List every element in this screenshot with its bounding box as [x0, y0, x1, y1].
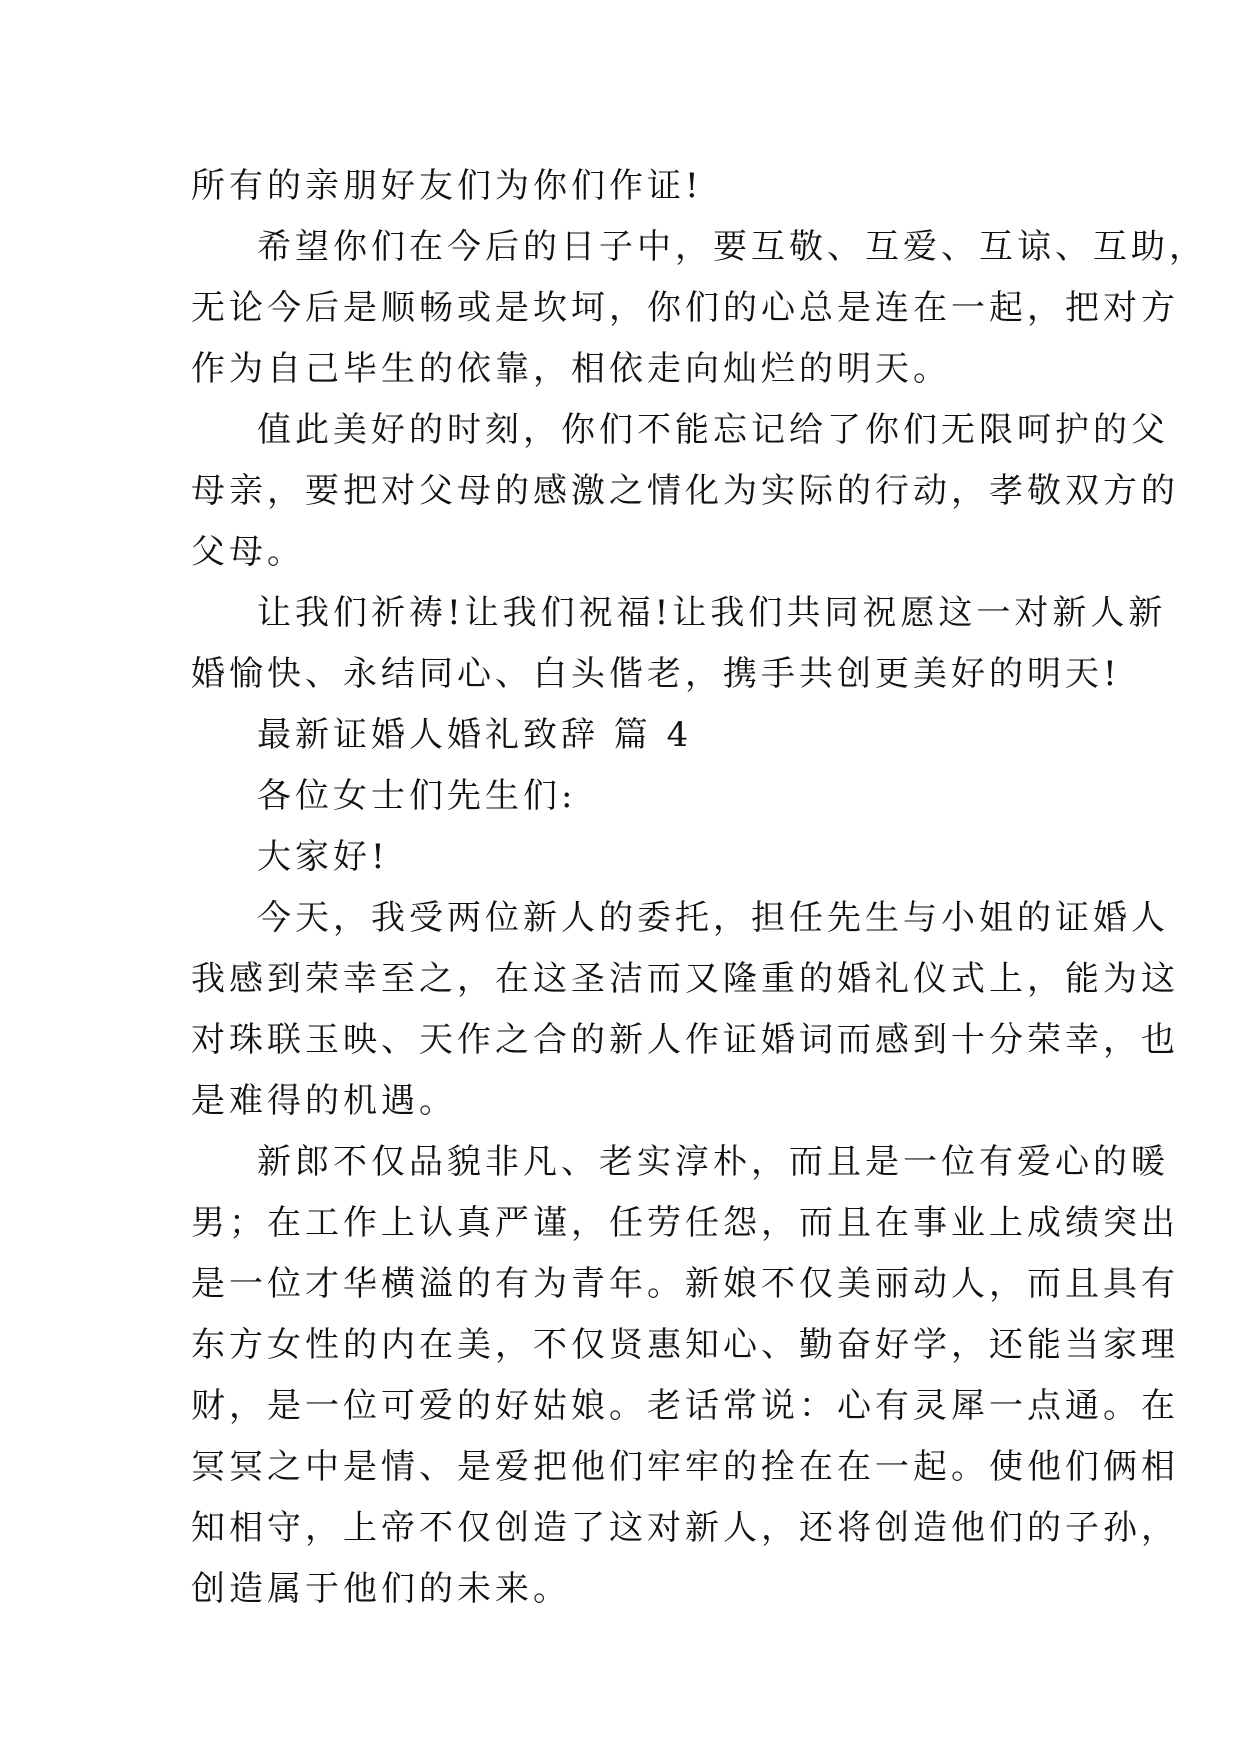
salutation: 各位女士们先生们:	[257, 776, 577, 816]
text-line: 母亲，要把对父母的感激之情化为实际的行动，孝敬双方的	[191, 471, 1179, 511]
text-line: 是一位才华横溢的有为青年。新娘不仅美丽动人，而且具有	[191, 1264, 1179, 1304]
text-line: 我感到荣幸至之，在这圣洁而又隆重的婚礼仪式上，能为这	[191, 959, 1179, 999]
text-line: 男；在工作上认真严谨，任劳任怨，而且在事业上成绩突出	[191, 1203, 1179, 1243]
text-line: 财，是一位可爱的好姑娘。老话常说：心有灵犀一点通。在	[191, 1386, 1179, 1426]
text-line: 婚愉快、永结同心、白头偕老，携手共创更美好的明天!	[191, 654, 1121, 694]
text-line: 对珠联玉映、天作之合的新人作证婚词而感到十分荣幸，也	[191, 1020, 1179, 1060]
greeting: 大家好!	[257, 837, 389, 877]
section-heading: 最新证婚人婚礼致辞 篇 4	[257, 715, 693, 755]
text-line: 创造属于他们的未来。	[191, 1569, 571, 1609]
text-line: 所有的亲朋好友们为你们作证!	[191, 166, 703, 206]
text-line: 今天，我受两位新人的委托，担任先生与小姐的证婚人	[257, 898, 1169, 938]
text-line: 知相守，上帝不仅创造了这对新人，还将创造他们的子孙，	[191, 1508, 1179, 1548]
text-line: 作为自己毕生的依靠，相依走向灿烂的明天。	[191, 349, 951, 389]
text-line: 父母。	[191, 532, 305, 572]
text-line: 无论今后是顺畅或是坎坷，你们的心总是连在一起，把对方	[191, 288, 1179, 328]
text-line: 值此美好的时刻，你们不能忘记给了你们无限呵护的父	[257, 410, 1169, 450]
text-line: 希望你们在今后的日子中，要互敬、互爱、互谅、互助，	[257, 227, 1207, 267]
text-line: 东方女性的内在美，不仅贤惠知心、勤奋好学，还能当家理	[191, 1325, 1179, 1365]
text-line: 冥冥之中是情、是爱把他们牢牢的拴在在一起。使他们俩相	[191, 1447, 1179, 1487]
document-body	[191, 156, 1207, 1620]
text-line: 让我们祈祷!让我们祝福!让我们共同祝愿这一对新人新	[257, 593, 1167, 633]
text-line: 是难得的机遇。	[191, 1081, 457, 1121]
text-line: 新郎不仅品貌非凡、老实淳朴，而且是一位有爱心的暖	[257, 1142, 1169, 1182]
